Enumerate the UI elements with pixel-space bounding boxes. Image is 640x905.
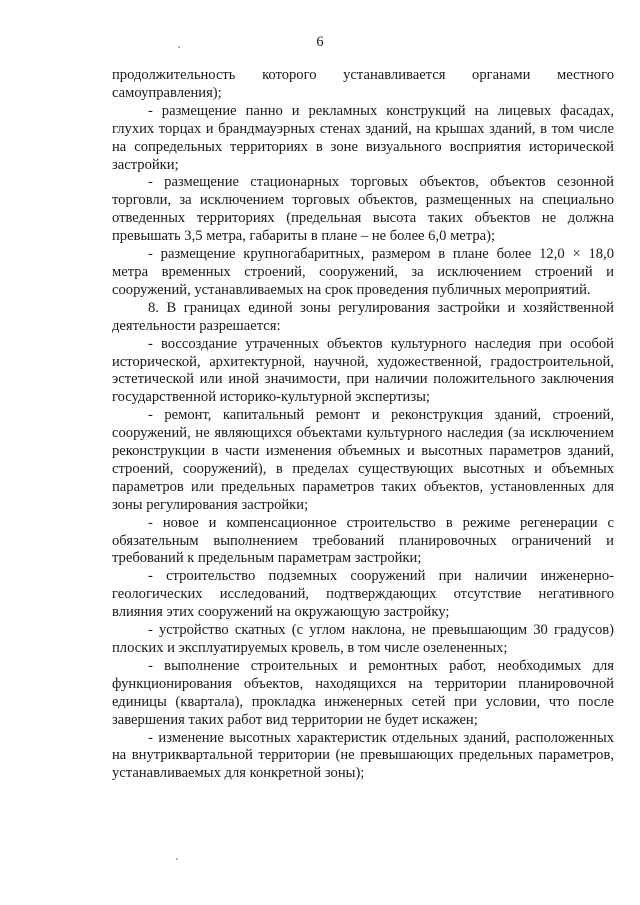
paragraph: - изменение высотных характеристик отдельных зданий, расположенных на внутриквартальной территории (не превышающих предельных параметров, устанавливаемых для конкретной зоны); [112, 729, 614, 782]
document-body [112, 67, 614, 783]
paragraph: - выполнение строительных и ремонтных работ, необходимых для функционирования объектов, находящихся на территории планировочной единицы (квартала), прокладка инженерных сетей при условии, что после завершения таких работ вид территории не будет искажен; [112, 657, 614, 728]
paragraph: 8. В границах единой зоны регулирования застройки и хозяйственной деятельности разрешается: [112, 299, 614, 334]
scan-speck [176, 858, 178, 860]
paragraph: - размещение крупногабаритных, размером в плане более 12,0 × 18,0 метра временных строений, сооружений, за исключением строений и сооружений, устанавливаемых на срок проведения публичных мероприятий. [112, 246, 614, 298]
paragraph: - новое и компенсационное строительство в режиме регенерации с обязательным выполнением требований планировочных ограничений и требований к предельным параметрам застройки; [112, 514, 614, 567]
paragraph: - размещение панно и рекламных конструкций на лицевых фасадах, глухих торцах и брандмауэрных стенах зданий, на крышах зданий, в том числе на сопредельных территориях в зоне визуального восприятия исторической застройки; [112, 102, 614, 173]
paragraph: - воссоздание утраченных объектов культурного наследия при особой исторической, архитектурной, научной, художественной, градостроительной, эстетической или иной значимости, при наличии положительного заключения государственной историко-культурной экспертизы; [112, 335, 614, 406]
paragraph: - устройство скатных (с углом наклона, не превышающим 30 градусов) плоских и эксплуатируемых кровель, в том числе озелененных; [112, 622, 614, 656]
paragraph: - размещение стационарных торговых объектов, объектов сезонной торговли, за исключением торговых объектов, размещенных на специально отведенных территориях (предельная высота таких объектов не должна превышать 3,5 метра, габариты в плане – не более 6,0 метра); [112, 174, 614, 245]
paragraph: продолжительность которого устанавливается органами местного самоуправления); [112, 67, 614, 101]
scan-speck [178, 46, 180, 48]
paragraph: - ремонт, капитальный ремонт и реконструкция зданий, строений, сооружений, не являющихся объектами культурного наследия (за исключением реконструкции в части изменения объемных и высотных параметров зданий, строений, сооружений), в пределах существующих высотных и объемных параметров или предельных параметров таких объектов, установленных для зоны регулирования застройки; [112, 407, 614, 513]
paragraph: - строительство подземных сооружений при наличии инженерно-геологических исследований, подтверждающих отсутствие негативного влияния этих сооружений на окружающую застройку; [112, 568, 614, 621]
page-number: 6 [316, 34, 324, 50]
